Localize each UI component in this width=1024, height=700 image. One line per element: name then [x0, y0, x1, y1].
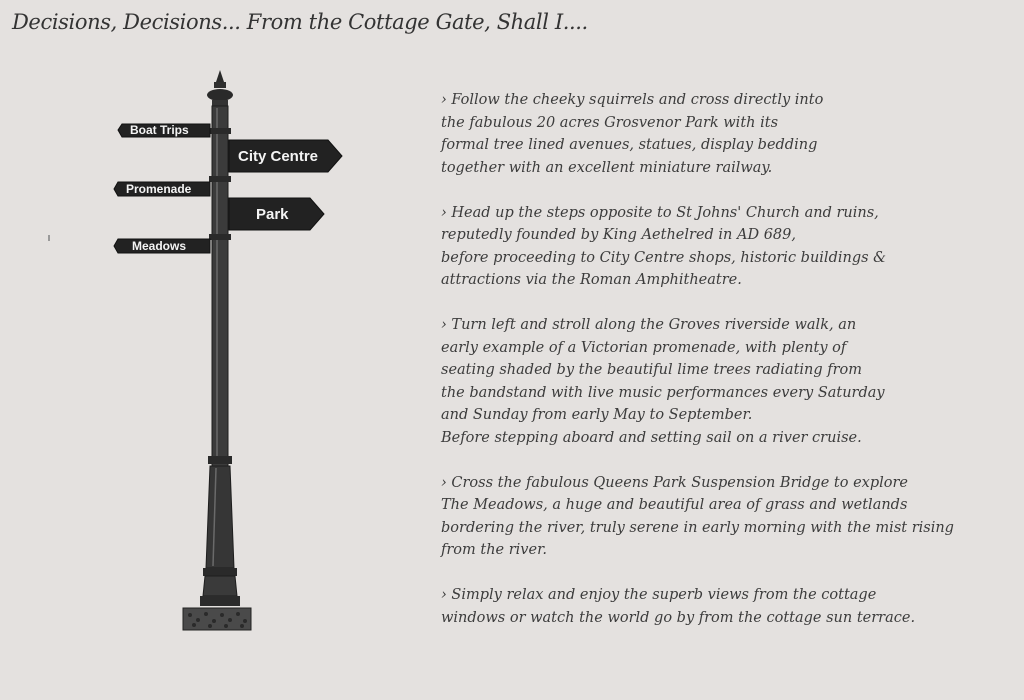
- sign-promenade: Promenade: [126, 182, 192, 196]
- text-line: › Turn left and stroll along the Groves riverside walk, an: [441, 317, 857, 333]
- directions-text: [441, 89, 1001, 652]
- text-line: › Simply relax and enjoy the superb views from the cottage: [441, 587, 877, 603]
- paragraph-relax: [441, 584, 1001, 629]
- paragraph-st-johns-church: [441, 202, 1001, 292]
- text-line: › Cross the fabulous Queens Park Suspension Bridge to explore: [441, 474, 908, 491]
- text-line: before proceeding to City Centre shops, historic buildings &: [441, 249, 887, 266]
- text-line: seating shaded by the beautiful lime trees radiating from: [441, 362, 863, 378]
- page-title: Decisions, Decisions... From the Cottage Gate, Shall I....: [12, 10, 588, 34]
- text-line: formal tree lined avenues, statues, display bedding: [441, 137, 818, 153]
- text-line: › Follow the cheeky squirrels and cross directly into: [441, 92, 824, 108]
- text-line: windows or watch the world go by from the cottage sun terrace.: [441, 609, 916, 626]
- signpost-illustration: [100, 68, 360, 638]
- text-line: together with an excellent miniature railway.: [441, 159, 773, 176]
- paragraph-the-meadows: [441, 472, 1001, 562]
- text-line: attractions via the Roman Amphitheatre.: [441, 272, 742, 288]
- text-line: The Meadows, a huge and beautiful area of grass and wetlands: [441, 497, 908, 513]
- paragraph-groves-walk: [441, 314, 1001, 449]
- text-line: Before stepping aboard and setting sail on a river cruise.: [441, 429, 862, 446]
- text-line: the bandstand with live music performances every Saturday: [441, 384, 885, 401]
- sign-meadows: Meadows: [132, 239, 187, 253]
- text-line: from the river.: [441, 542, 548, 558]
- text-line: › Head up the steps opposite to St Johns' Church and ruins,: [441, 204, 879, 221]
- paragraph-grosvenor-park: [441, 89, 1001, 179]
- text-line: and Sunday from early May to September.: [441, 407, 753, 423]
- sign-park: Park: [256, 206, 289, 223]
- sign-boat-trips: Boat Trips: [130, 123, 189, 137]
- text-line: early example of a Victorian promenade, with plenty of: [441, 339, 847, 356]
- signpost-graphic: [100, 68, 360, 638]
- sign-city-centre: City Centre: [238, 148, 319, 165]
- decorative-speck: [48, 235, 50, 241]
- text-line: reputedly founded by King Aethelred in AD 689,: [441, 227, 796, 243]
- text-line: bordering the river, truly serene in early morning with the mist rising: [441, 519, 954, 536]
- text-line: the fabulous 20 acres Grosvenor Park with its: [441, 114, 779, 131]
